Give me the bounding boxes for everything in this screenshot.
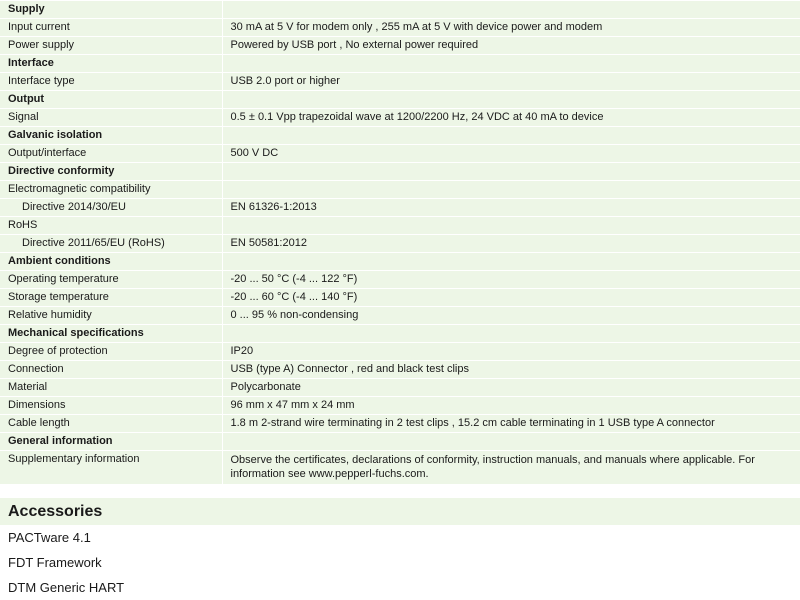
spec-value [222,181,800,199]
spec-label: Power supply [0,37,222,55]
spec-label: Output/interface [0,145,222,163]
spec-row [0,217,800,235]
spec-value: 96 mm x 47 mm x 24 mm [222,397,800,415]
spec-label: Dimensions [0,397,222,415]
spec-value: -20 ... 60 °C (-4 ... 140 °F) [222,289,800,307]
section-header-row [0,325,800,343]
spec-row [0,415,800,433]
specification-table-body [0,1,800,485]
spec-label: Directive 2014/30/EU [0,199,222,217]
section-title: Interface [0,55,222,73]
spec-value: IP20 [222,343,800,361]
spec-value: EN 61326-1:2013 [222,199,800,217]
spec-label: Input current [0,19,222,37]
spec-row [0,361,800,379]
spec-row [0,199,800,217]
accessories-section [0,498,800,600]
spec-row [0,307,800,325]
spec-value: 500 V DC [222,145,800,163]
spec-value [222,163,800,181]
spec-value [222,325,800,343]
spec-row [0,145,800,163]
section-title: Galvanic isolation [0,127,222,145]
section-header-row [0,1,800,19]
accessories-title: Accessories [0,498,800,525]
spec-row [0,289,800,307]
section-header-row [0,91,800,109]
section-header-row [0,253,800,271]
spec-label: Degree of protection [0,343,222,361]
spec-value [222,55,800,73]
spec-value [222,253,800,271]
spec-value: 0 ... 95 % non-condensing [222,307,800,325]
section-header-row [0,163,800,181]
accessory-item: FDT Framework [0,550,800,575]
section-title: Supply [0,1,222,19]
section-title: Ambient conditions [0,253,222,271]
section-title: Mechanical specifications [0,325,222,343]
section-title: Output [0,91,222,109]
spec-label: Electromagnetic compatibility [0,181,222,199]
spec-label: Interface type [0,73,222,91]
section-title: Directive conformity [0,163,222,181]
spec-value: Powered by USB port , No external power required [222,37,800,55]
spec-label: Directive 2011/65/EU (RoHS) [0,235,222,253]
spec-value [222,433,800,451]
section-title: General information [0,433,222,451]
section-header-row [0,433,800,451]
accessory-item: DTM Generic HART [0,575,800,600]
spec-value: Polycarbonate [222,379,800,397]
spec-label: Signal [0,109,222,127]
spec-label: Cable length [0,415,222,433]
spec-row [0,451,800,485]
spec-label: Relative humidity [0,307,222,325]
spec-value: EN 50581:2012 [222,235,800,253]
spec-row [0,397,800,415]
spec-row [0,181,800,199]
spec-row [0,37,800,55]
spec-value: 1.8 m 2-strand wire terminating in 2 test clips , 15.2 cm cable terminating in 1 USB type A connector [222,415,800,433]
spec-row [0,109,800,127]
spec-label: RoHS [0,217,222,235]
spec-value [222,217,800,235]
spec-label: Supplementary information [0,451,222,485]
section-header-row [0,55,800,73]
spec-row [0,235,800,253]
spec-value [222,1,800,19]
accessory-item: PACTware 4.1 [0,525,800,550]
section-header-row [0,127,800,145]
spec-value: -20 ... 50 °C (-4 ... 122 °F) [222,271,800,289]
spec-label: Connection [0,361,222,379]
spec-value [222,127,800,145]
spec-value: Observe the certificates, declarations of conformity, instruction manuals, and manuals where applicable. For information see www.pepperl-fuchs.com. [222,451,800,485]
spec-value: USB (type A) Connector , red and black test clips [222,361,800,379]
spec-row [0,73,800,91]
spec-label: Operating temperature [0,271,222,289]
spec-label: Material [0,379,222,397]
spec-row [0,271,800,289]
spec-label: Storage temperature [0,289,222,307]
spec-value: 0.5 ± 0.1 Vpp trapezoidal wave at 1200/2200 Hz, 24 VDC at 40 mA to device [222,109,800,127]
spec-row [0,343,800,361]
spec-value: USB 2.0 port or higher [222,73,800,91]
spec-row [0,379,800,397]
spec-value [222,91,800,109]
spec-row [0,19,800,37]
spec-value: 30 mA at 5 V for modem only , 255 mA at 5 V with device power and modem [222,19,800,37]
